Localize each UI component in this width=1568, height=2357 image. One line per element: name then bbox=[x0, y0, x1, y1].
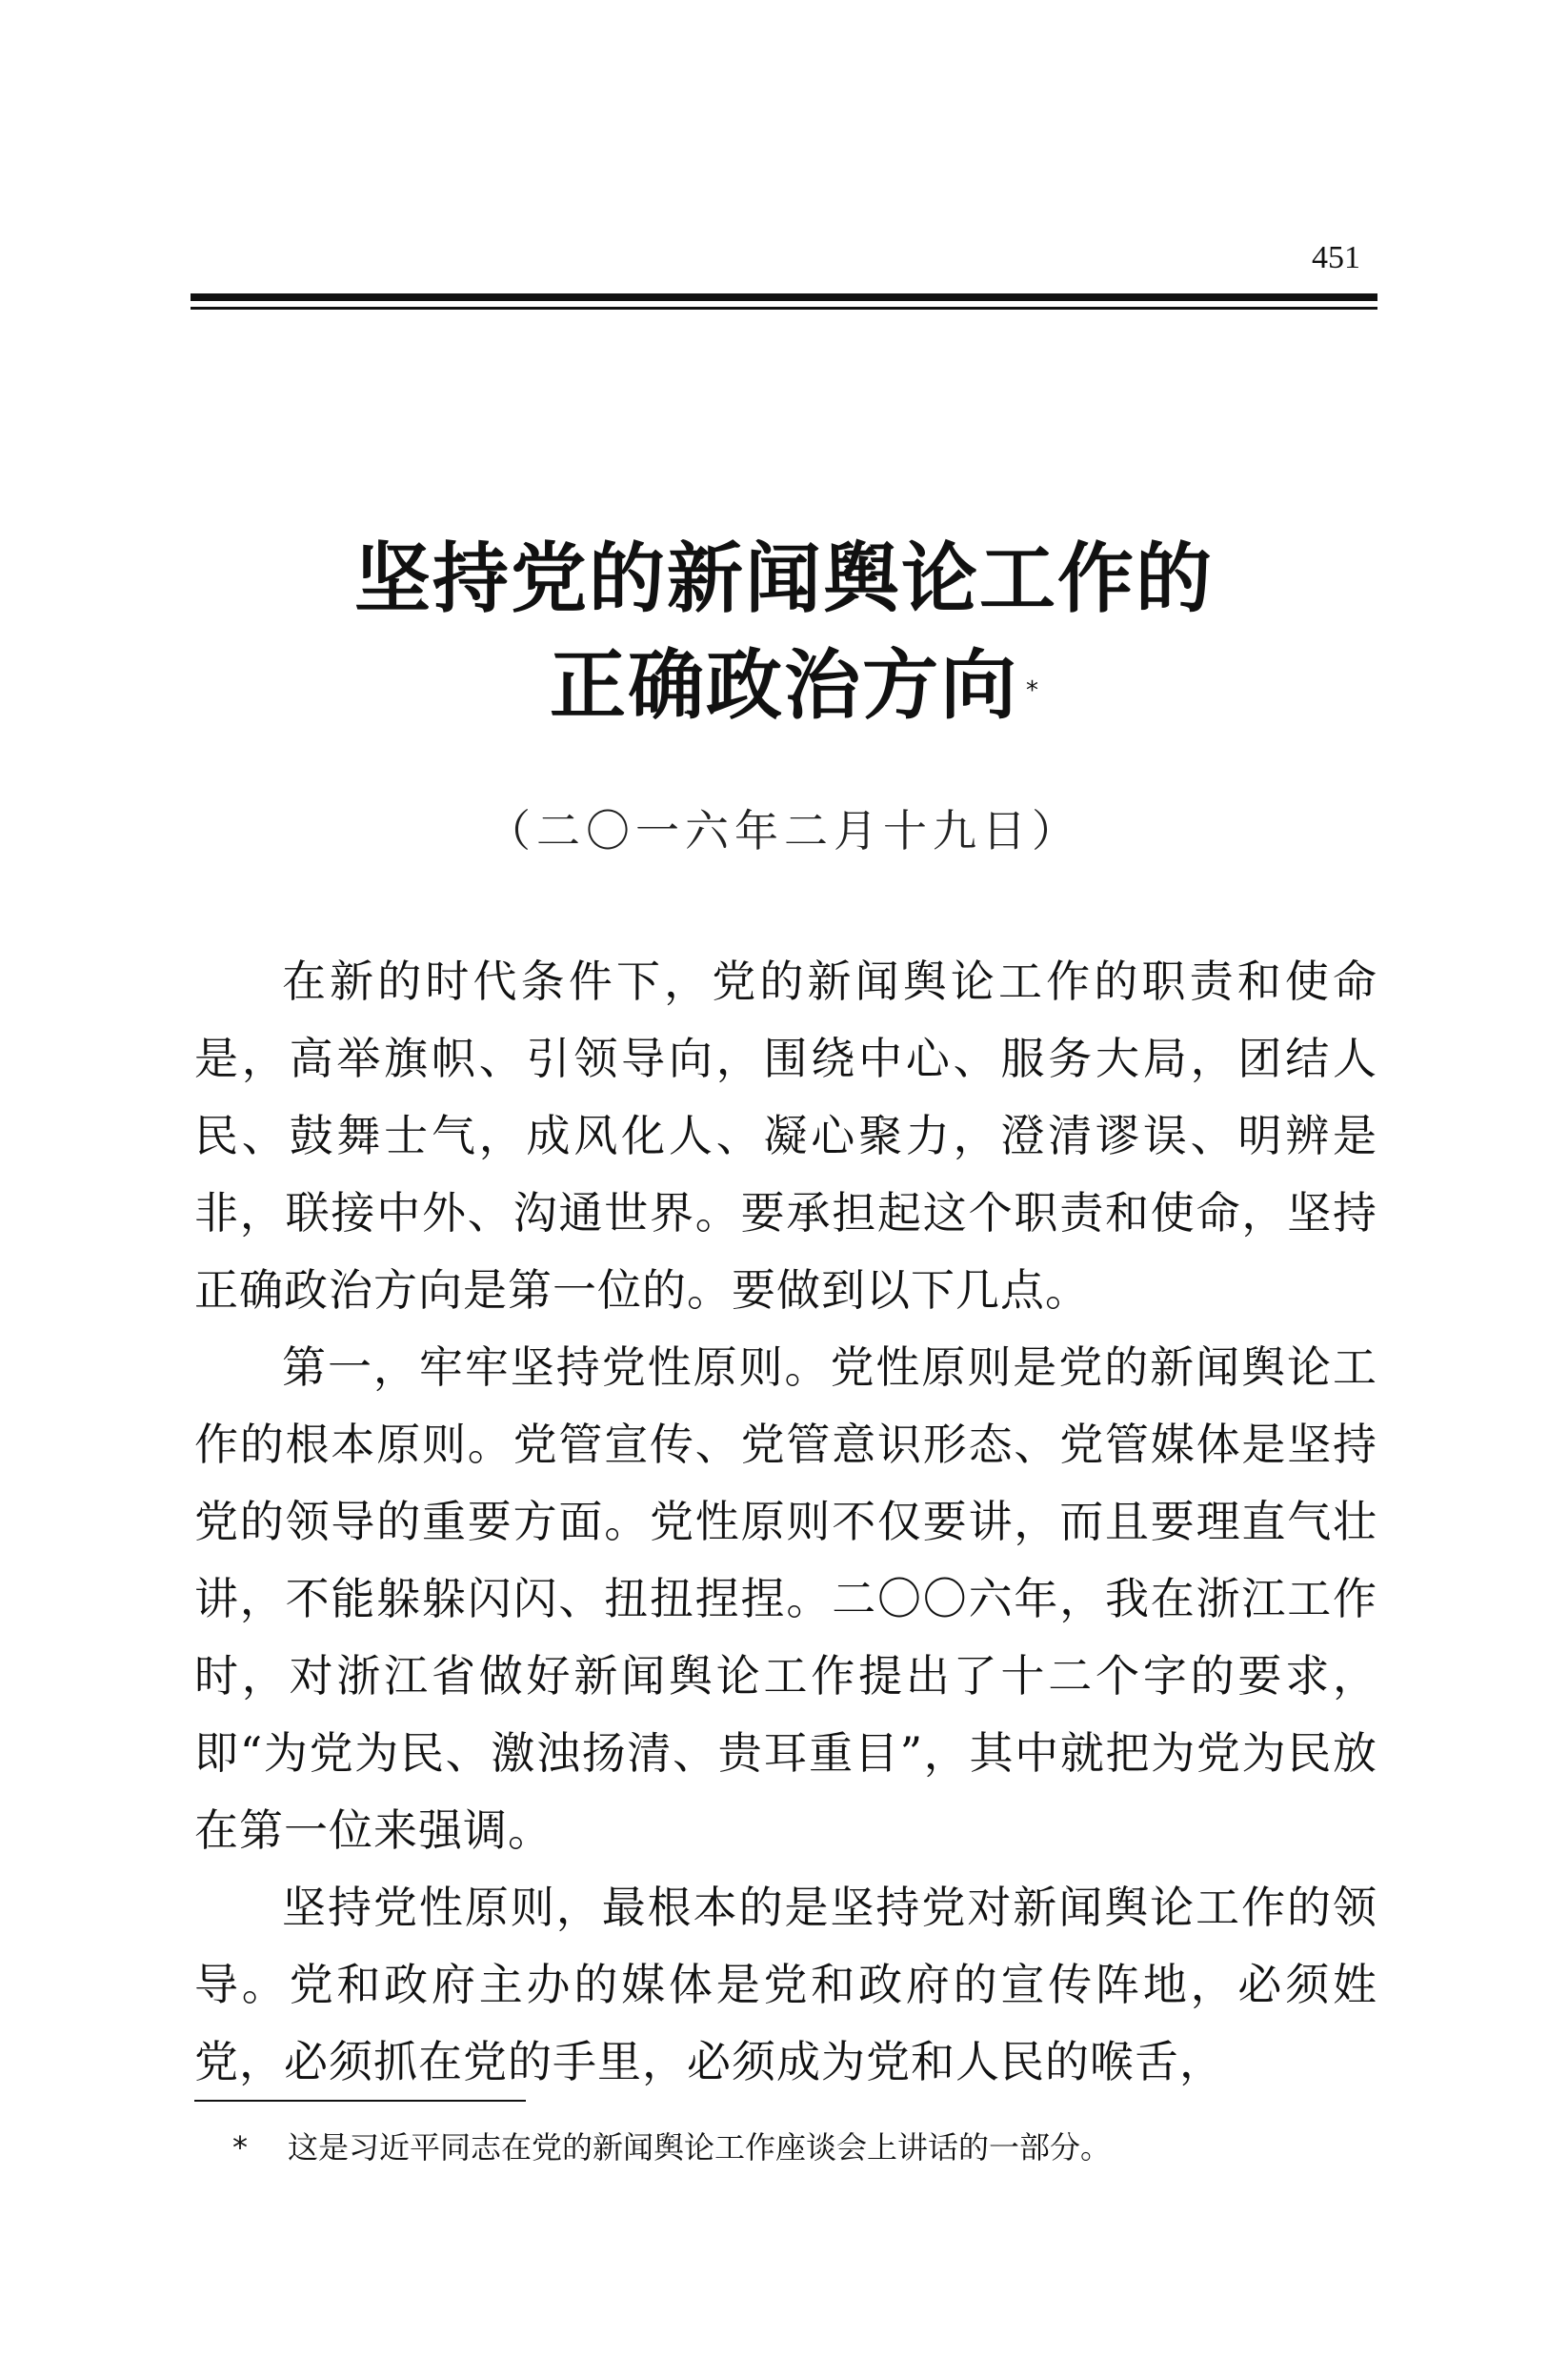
title-footnote-mark: * bbox=[1026, 676, 1040, 705]
article-body bbox=[194, 943, 1377, 2101]
paragraph: 在新的时代条件下，党的新闻舆论工作的职责和使命是，高举旗帜、引领导向，围绕中心、服务大局，团结人民、鼓舞士气，成风化人、凝心聚力，澄清谬误、明辨是非，联接中外、沟通世界。要承担起这个职责和使命，坚持正确政治方向是第一位的。要做到以下几点。 bbox=[194, 956, 1377, 1316]
footnote-rule bbox=[194, 2100, 526, 2102]
title-line-1: 坚持党的新闻舆论工作的 bbox=[354, 534, 1214, 623]
title-line-2-text: 正确政治方向 bbox=[550, 641, 1018, 730]
header-rule-thin bbox=[191, 307, 1377, 310]
page-number: 451 bbox=[1312, 240, 1360, 275]
title-line-2 bbox=[550, 641, 1040, 730]
article-title bbox=[0, 526, 1568, 739]
footnote bbox=[232, 2126, 1111, 2168]
header-rule-thick bbox=[191, 293, 1377, 301]
footnote-text: 这是习近平同志在党的新闻舆论工作座谈会上讲话的一部分。 bbox=[288, 2129, 1112, 2166]
title-line-2-wrapper bbox=[0, 633, 1568, 739]
paragraph: 坚持党性原则，最根本的是坚持党对新闻舆论工作的领导。党和政府主办的媒体是党和政府的宣传阵地，必须姓党，必须抓在党的手里，必须成为党和人民的喉舌， bbox=[194, 1882, 1377, 2087]
footnote-mark: * bbox=[232, 2129, 248, 2166]
article-date: （二〇一六年二月十九日） bbox=[487, 805, 1081, 856]
paragraph: 第一，牢牢坚持党性原则。党性原则是党的新闻舆论工作的根本原则。党管宣传、党管意识形态、党管媒体是坚持党的领导的重要方面。党性原则不仅要讲，而且要理直气壮讲，不能躲躲闪闪、扭扭捏捏。二〇〇六年，我在浙江工作时，对浙江省做好新闻舆论工作提出了十二个字的要求，即“为党为民、激浊扬清、贵耳重目”，其中就把为党为民放在第一位来强调。 bbox=[194, 1341, 1377, 1856]
